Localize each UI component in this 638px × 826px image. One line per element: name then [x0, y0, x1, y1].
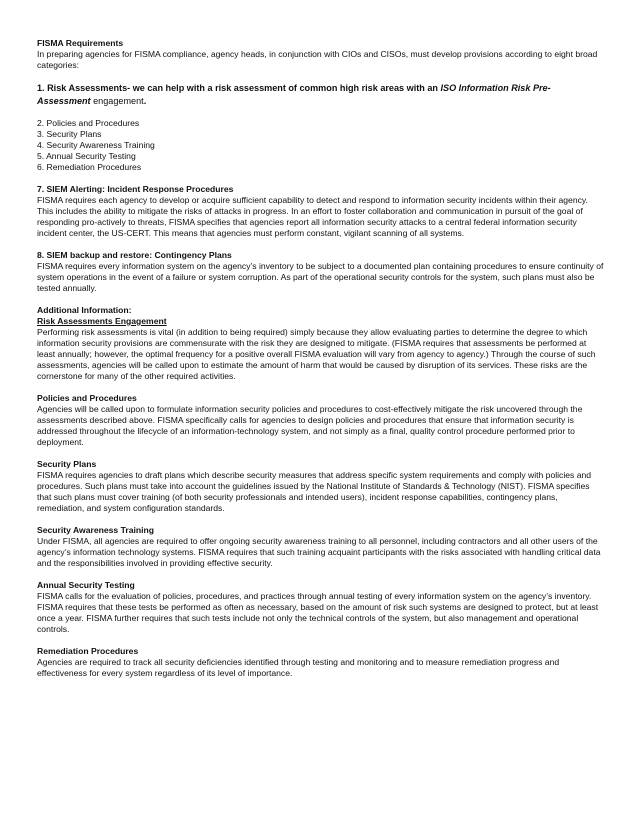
category-list — [37, 118, 604, 173]
section-siem-backup — [37, 250, 604, 294]
subheading-risk-assessments-engagement: Risk Assessments Engagement — [37, 316, 167, 326]
section-security-awareness — [37, 525, 604, 569]
item-risk-assessments-tail: engagement — [90, 95, 144, 106]
heading-additional-information: Additional Information: — [37, 305, 132, 315]
heading-fisma-requirements: FISMA Requirements — [37, 38, 124, 48]
list-item: 6. Remediation Procedures — [37, 162, 142, 172]
section-additional-information — [37, 305, 604, 382]
paragraph-security-awareness: Under FISMA, all agencies are required to offer ongoing security awareness training to all personnel, including contractors and all other users of the agency’s information technology systems. FISMA requires that such training acquaint participants with the risks associated with handling critical data and the responsibilities involved in providing effective security. — [37, 536, 601, 568]
item-risk-assessments-emphasis: ISO Information Risk Pre-Assessment — [37, 83, 551, 106]
intro-paragraph: In preparing agencies for FISMA compliance, agency heads, in conjunction with CIOs and CISOs, must develop provisions according to eight broad categories: — [37, 49, 598, 70]
section-annual-testing — [37, 580, 604, 635]
section-remediation — [37, 646, 604, 679]
item-risk-assessments — [37, 82, 604, 107]
paragraph-policies-procedures: Agencies will be called upon to formulate information security policies and procedures to cost-effectively mitigate the risk uncovered through the assessments described above. FISMA specifically calls for agencies to design policies and procedures that ensure that information security is addressed throughout the lifecycle of an information-technology system, and not simply as a final, quality control procedure performed prior to deployment. — [37, 404, 583, 447]
paragraph-risk-assessments: Performing risk assessments is vital (in addition to being required) simply because they allow evaluating parties to determine the degree to which information security provisions are commensurate with the risk they are designed to mitigate. (FISMA requires that assessments be performed at least annually; however, the optimal frequency for a positive overall FISMA evaluation will vary from agency to agency.) Through the course of such assessments, agencies will be called upon to estimate the amount of harm that would be caused by disruption of its services. These risks are the cornerstone for many of the other required activities. — [37, 327, 596, 381]
section-policies-procedures — [37, 393, 604, 448]
list-item: 4. Security Awareness Training — [37, 140, 155, 150]
list-item: 5. Annual Security Testing — [37, 151, 136, 161]
heading-siem-alerting: 7. SIEM Alerting: Incident Response Procedures — [37, 184, 234, 194]
section-siem-alerting — [37, 184, 604, 239]
paragraph-remediation: Agencies are required to track all security deficiencies identified through testing and monitoring and to measure remediation progress and effectiveness for every system regardless of its level of importance. — [37, 657, 560, 678]
heading-siem-backup: 8. SIEM backup and restore: Contingency Plans — [37, 250, 232, 260]
paragraph-security-plans: FISMA requires agencies to draft plans which describe security measures that address specific system requirements and comply with policies and procedures. Such plans must take into account the guidelines issued by the National Institute of Standards & Technology (NIST). FISMA specifies that such plans must cover training (of both security professionals and intended users), incident response capabilities, contingency plans, remediation, and system configuration standards. — [37, 470, 592, 513]
heading-annual-testing: Annual Security Testing — [37, 580, 135, 590]
item-risk-assessments-lead: 1. Risk Assessments- we can help with a risk assessment of common high risk areas with an — [37, 83, 441, 93]
section-fisma-requirements — [37, 38, 604, 71]
list-item: 3. Security Plans — [37, 129, 102, 139]
section-security-plans — [37, 459, 604, 514]
item-risk-assessments-period: . — [143, 95, 147, 106]
paragraph-annual-testing: FISMA calls for the evaluation of policies, procedures, and practices through annual testing of every information system on the agency’s inventory. FISMA requires that these tests be performed as often as necessary, based on the amount of risk such systems are designed to protect, but at least once a year. FISMA further requires that such tests include not only the technical controls of the system, but also management and operational controls. — [37, 591, 599, 634]
heading-security-plans: Security Plans — [37, 459, 97, 469]
heading-remediation: Remediation Procedures — [37, 646, 139, 656]
paragraph-siem-backup: FISMA requires every information system on the agency’s inventory to be subject to a documented plan containing procedures to ensure continuity of system operations in the event of a failure or system corruption. As part of the operational security controls for the system, such plans must also be tested annually. — [37, 261, 604, 293]
heading-policies-procedures: Policies and Procedures — [37, 393, 137, 403]
list-item: 2. Policies and Procedures — [37, 118, 140, 128]
heading-security-awareness: Security Awareness Training — [37, 525, 155, 535]
paragraph-siem-alerting: FISMA requires each agency to develop or acquire sufficient capability to detect and respond to information security incidents within their agency. This includes the ability to mitigate the risks of attacks in progress. In an effort to foster collaboration and communication in pursuit of the goal of responding pro-actively to threats, FISMA specifies that agencies report all information security attacks to a central federal information security incident center, the US-CERT. This means that agencies must perform constant, vigilant scanning of all systems. — [37, 195, 588, 238]
